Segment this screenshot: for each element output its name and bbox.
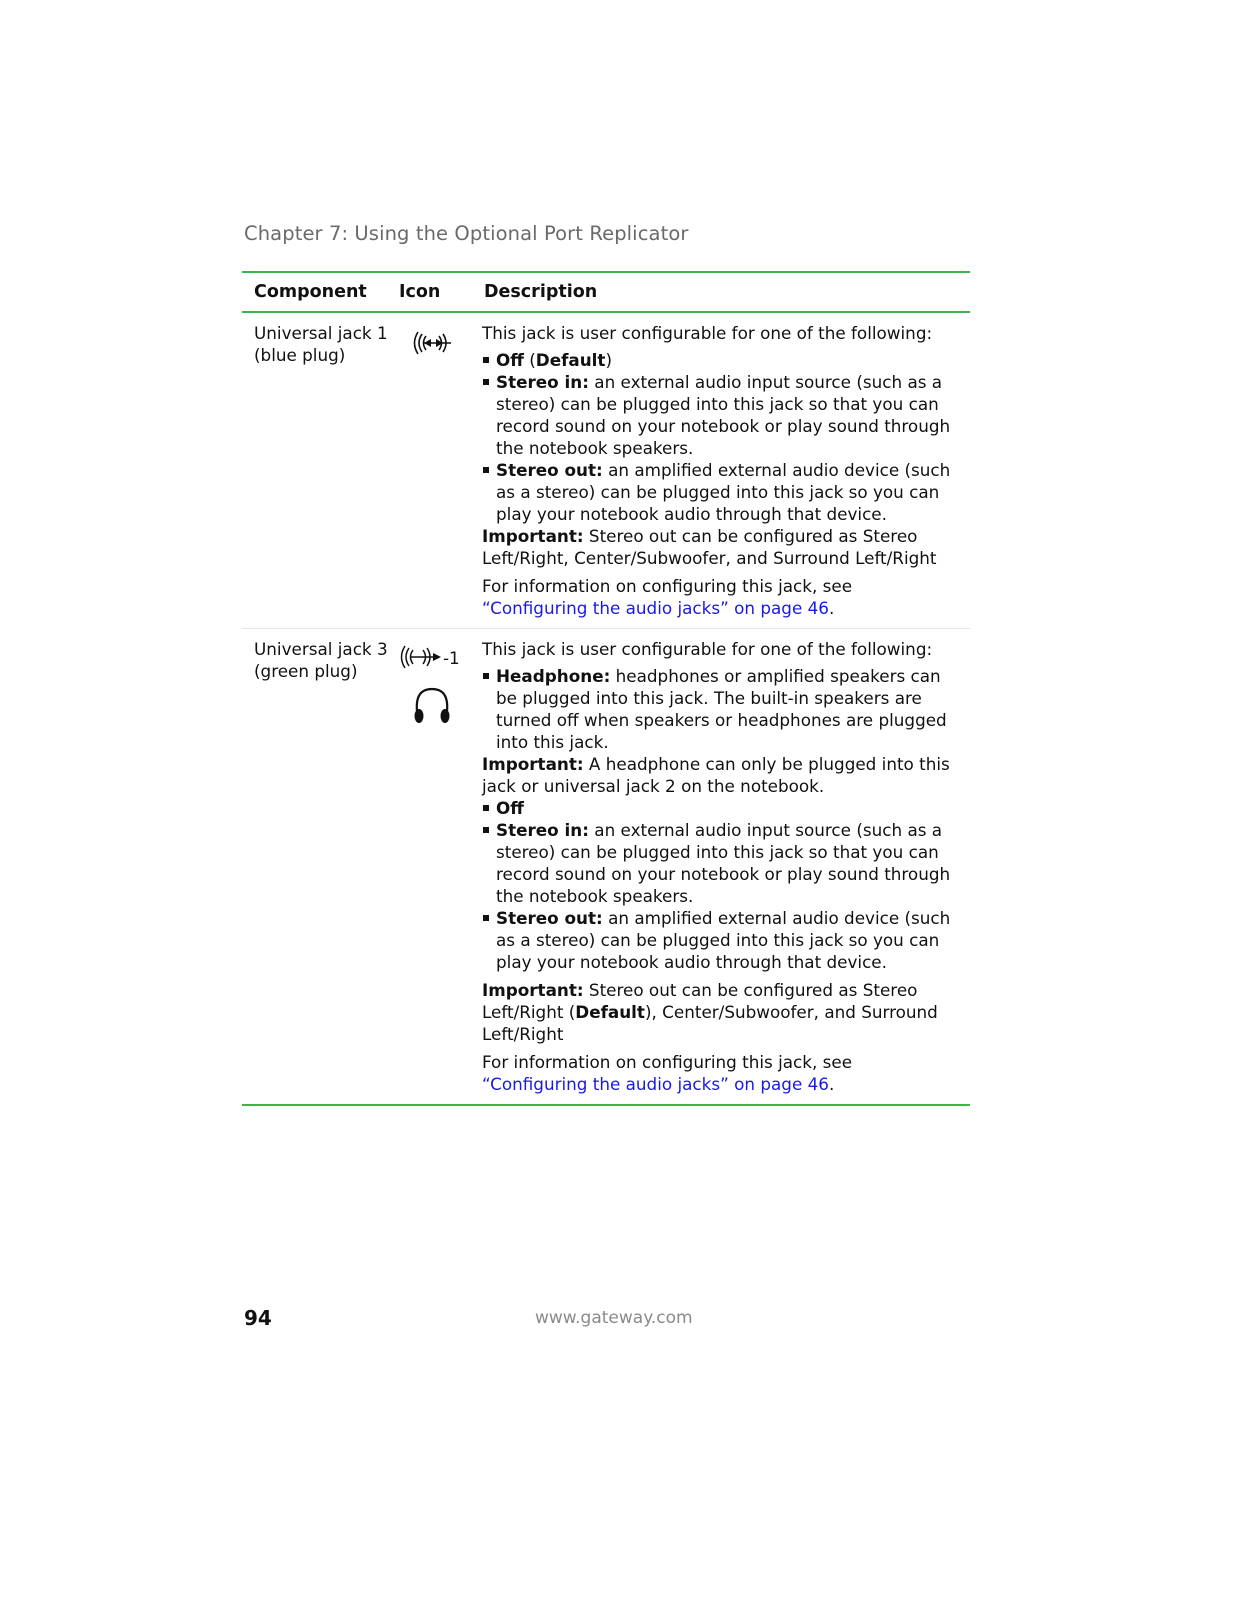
important-label: Important: [482, 754, 584, 774]
important-label: Important: [482, 980, 584, 1000]
option-label: Stereo out: [496, 908, 603, 928]
option-text: an external audio input source (such as a stereo) can be plugged into this jack so that you can record sound on your notebook or play sound through the notebook speakers. [496, 820, 951, 906]
cross-reference-link[interactable]: “Configuring the audio jacks” on page 46 [482, 598, 829, 618]
option-stereo-in [482, 819, 958, 907]
important-text: Stereo out can be configured as Stereo Left/Right ( [482, 980, 918, 1022]
important-label: Important: [482, 526, 584, 546]
option-stereo-out [482, 459, 958, 525]
option-headphone [482, 665, 958, 753]
audio-out-icon [397, 643, 445, 671]
header-component: Component [254, 282, 367, 302]
description-intro: This jack is user configurable for one of the following: [482, 639, 933, 659]
icon-suffix: -1 [443, 648, 460, 668]
info-note [482, 1051, 958, 1095]
component-name: Universal jack 3 [254, 639, 388, 659]
important-note [482, 979, 958, 1045]
option-text: an external audio input source (such as a stereo) can be plugged into this jack so that you can record sound on your notebook or play sound through the notebook speakers. [496, 372, 951, 458]
option-list [482, 349, 958, 525]
option-list [482, 665, 958, 753]
table-header-row [242, 273, 970, 311]
footer-url: www.gateway.com [535, 1308, 693, 1328]
option-label: Headphone: [496, 666, 611, 686]
info-text: For information on configuring this jack, see [482, 576, 853, 596]
info-note [482, 575, 958, 619]
option-off: Off (Default) [482, 349, 958, 371]
info-end: . [828, 598, 835, 618]
important-note [482, 525, 958, 569]
table-row [242, 629, 970, 1104]
description-cell [482, 313, 958, 628]
header-description: Description [484, 282, 598, 302]
important-default: Default [575, 1002, 645, 1022]
component-table [242, 271, 970, 1106]
component-name: Universal jack 1 [254, 323, 388, 343]
icon-cell [397, 629, 482, 1104]
page-number: 94 [244, 1306, 272, 1330]
component-plug: (blue plug) [254, 345, 346, 365]
option-label: Stereo in: [496, 820, 589, 840]
option-label: Stereo out: [496, 460, 603, 480]
table-bottom-rule [242, 1104, 970, 1106]
description-cell [482, 629, 958, 1104]
option-default: Default [535, 350, 606, 370]
option-stereo-in [482, 371, 958, 459]
component-cell [242, 313, 397, 628]
icon-cell [397, 313, 482, 628]
important-text: Stereo out can be configured as Stereo Left/Right, Center/Subwoofer, and Surround Left/Right [482, 526, 937, 568]
info-end: . [828, 1074, 835, 1094]
running-head: Chapter 7: Using the Optional Port Replicator [244, 222, 689, 245]
option-text: an amplified external audio device (such as a stereo) can be plugged into this jack so you can play your notebook audio through that device. [496, 460, 951, 524]
header-icon: Icon [399, 282, 441, 302]
cross-reference-link[interactable]: “Configuring the audio jacks” on page 46 [482, 1074, 829, 1094]
important-text: A headphone can only be plugged into this jack or universal jack 2 on the notebook. [482, 754, 950, 796]
option-text: headphones or amplified speakers can be plugged into this jack. The built-in speakers are turned off when speakers or headphones are plugged into this jack. [496, 666, 947, 752]
component-cell [242, 629, 397, 1104]
option-stereo-out [482, 907, 958, 973]
important-text: ), Center/Subwoofer, and Surround Left/Right [482, 1002, 938, 1044]
option-list [482, 797, 958, 973]
option-label: Off [496, 798, 524, 818]
info-text: For information on configuring this jack, see [482, 1052, 853, 1072]
table-row [242, 313, 970, 628]
audio-jack-bidirectional-icon [409, 328, 453, 358]
important-note [482, 753, 958, 797]
option-off [482, 797, 958, 819]
option-label: Off [496, 350, 524, 370]
option-text: an amplified external audio device (such as a stereo) can be plugged into this jack so you can play your notebook audio through that device. [496, 908, 951, 972]
component-plug: (green plug) [254, 661, 358, 681]
option-label: Stereo in: [496, 372, 589, 392]
description-intro: This jack is user configurable for one of the following: [482, 323, 933, 343]
headphone-icon [411, 685, 453, 727]
